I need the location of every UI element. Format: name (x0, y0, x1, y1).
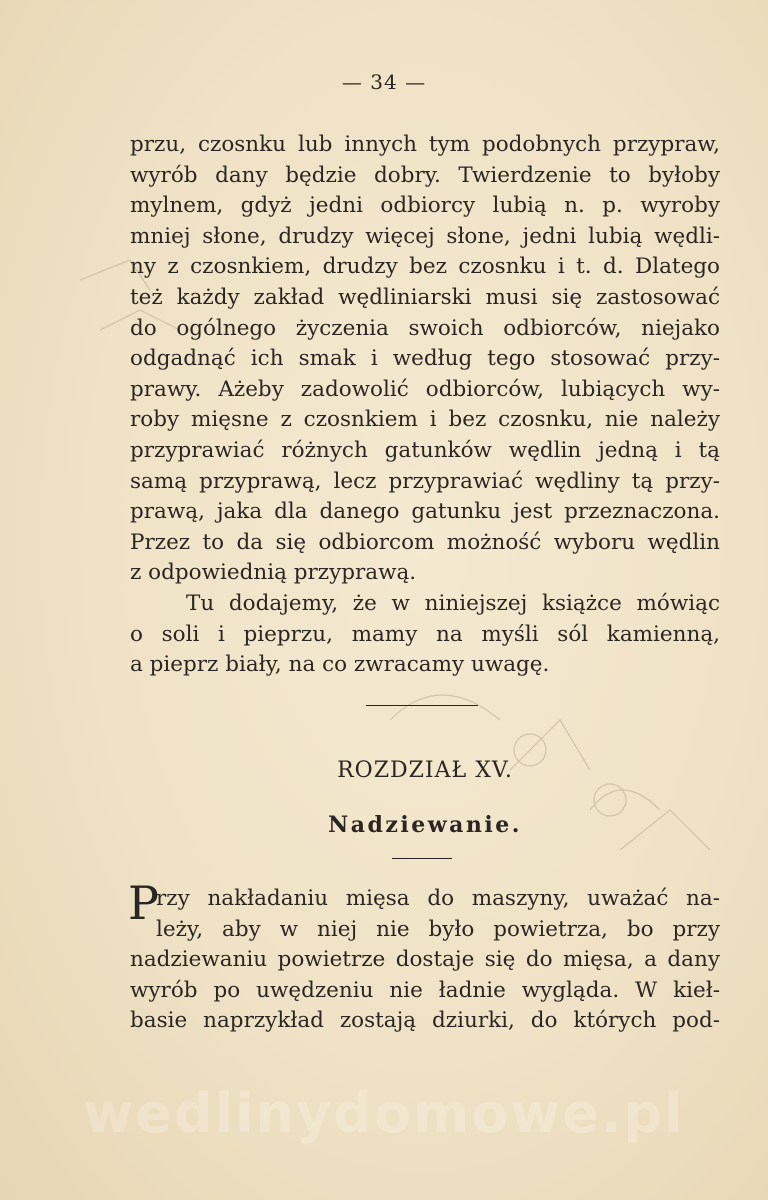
text-line: prawy. Ażeby zadowolić odbiorców, lubiących wy- (130, 376, 720, 402)
title-divider (392, 858, 452, 859)
text-line: też każdy zakład wędliniarski musi się zastosować (130, 284, 720, 310)
text-line: rzy nakładaniu mięsa do maszyny, uważać na- (156, 886, 720, 911)
section-divider (366, 705, 478, 706)
body-paragraphs (130, 130, 720, 681)
page-number: — 34 — (341, 70, 427, 94)
text-line: roby mięsne z czosnkiem i bez czosnku, nie należy (130, 407, 720, 433)
text-line: mniej słone, drudzy więcej słone, jedni lubią wędli- (130, 223, 720, 249)
text-line: leży, aby w niej nie było powietrza, bo przy (156, 916, 720, 942)
text-line: samą przyprawą, lecz przyprawiać wędliny tą przy- (130, 468, 720, 494)
text-line: a pieprz biały, na co zwracamy uwagę. (130, 652, 550, 678)
text-line: przyprawiać różnych gatunków wędlin jedną i tą (130, 437, 720, 463)
text-line: mylnem, gdyż jedni odbiorcy lubią n. p. wyroby (130, 193, 720, 219)
chapter-paragraph (130, 884, 720, 1037)
watermark-text: wedlinydomowe.pl (83, 1082, 685, 1145)
text-line: basie naprzykład zostają dziurki, do których pod- (130, 1008, 720, 1034)
drop-cap: P (128, 876, 159, 930)
chapter-title: ROZDZIAŁ XV. (337, 758, 513, 783)
text-line: Przez to da się odbiorcom możność wyboru wędlin (130, 529, 720, 555)
text-line: Tu dodajemy, że w niniejszej książce mówiąc (186, 590, 720, 616)
text-line: do ogólnego życzenia swoich odbiorców, niejako (130, 315, 720, 341)
text-line: nadziewaniu powietrze dostaje się do mięsa, a dany (130, 947, 720, 973)
text-line: prawą, jaka dla danego gatunku jest przeznaczona. (130, 499, 720, 525)
text-line: wyrób dany będzie dobry. Twierdzenie to byłoby (130, 162, 720, 188)
text-line: wyrób po uwędzeniu nie ładnie wygląda. W kieł- (130, 977, 720, 1003)
text-line: o soli i pieprzu, mamy na myśli sól kamienną, (130, 621, 720, 647)
text-line: z odpowiednią przyprawą. (130, 560, 417, 586)
text-line: ny z czosnkiem, drudzy bez czosnku i t. d. Dlatego (130, 254, 720, 280)
section-title: Nadziewanie. (328, 812, 522, 838)
text-line: przu, czosnku lub innych tym podobnych przypraw, (130, 132, 720, 157)
text-line: odgadnąć ich smak i według tego stosować przy- (130, 346, 720, 372)
